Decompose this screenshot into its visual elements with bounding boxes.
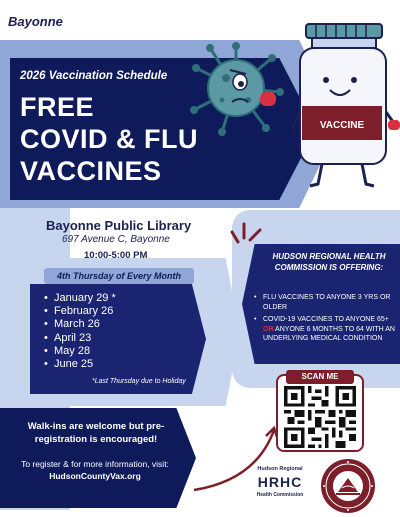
- list-item: • March 26: [44, 318, 116, 331]
- hudson-offer-list: [254, 293, 396, 347]
- offer-text: ANYONE 6 MONTHS TO 64 WITH AN UNDERLYING MEDICAL CONDITION: [263, 325, 395, 343]
- list-item: • June 25: [44, 358, 116, 371]
- list-item: [254, 315, 396, 344]
- register-link[interactable]: HudsonCountyVax.org: [49, 471, 141, 481]
- hrhc-logo-top: Hudson Regional: [257, 466, 303, 472]
- library-name: Bayonne Public Library: [46, 218, 192, 233]
- offer-or: OR: [263, 325, 274, 333]
- register-prefix: To register & for more information, visit:: [21, 459, 169, 469]
- list-item: • FLU VACCINES TO ANYONE 3 YRS OR OLDER: [254, 293, 396, 312]
- list-item: • February 26: [44, 305, 116, 318]
- qr-code-icon[interactable]: [284, 386, 356, 448]
- hudson-title: HUDSON REGIONAL HEALTH COMMISSION IS OFFERING:: [272, 252, 386, 272]
- list-item: • January 29 *: [44, 292, 116, 305]
- list-item: • April 23: [44, 332, 116, 345]
- walkin-message: Walk-ins are welcome but pre-registration is encouraged!: [27, 421, 165, 445]
- virus-icon: [186, 40, 286, 136]
- hero-line-1: FREE: [20, 92, 95, 122]
- dates-list: [44, 292, 116, 371]
- hrhc-logo-bottom: Health Commission: [256, 492, 304, 498]
- hero-line-3: VACCINES: [20, 156, 162, 186]
- offer-text: COVID-19 VACCINES TO ANYONE 65+: [263, 316, 389, 324]
- list-item: • May 28: [44, 345, 116, 358]
- library-hours: 10:00-5:00 PM: [84, 250, 148, 261]
- vaccine-vial-icon: [292, 22, 400, 190]
- holiday-note: *Last Thursday due to Holiday: [92, 378, 186, 385]
- emphasis-marks-icon: [230, 218, 270, 248]
- hero-line-2: COVID & FLU: [20, 124, 198, 154]
- vial-label: VACCINE: [319, 120, 365, 131]
- town-name: Bayonne: [8, 14, 63, 29]
- schedule-frequency: 4th Thursday of Every Month: [44, 268, 194, 284]
- schedule-title: 2026 Vaccination Schedule: [20, 70, 168, 82]
- library-address: 697 Avenue C, Bayonne: [62, 234, 170, 245]
- hrhc-logo: HRHC: [257, 474, 303, 490]
- city-seal-icon: [320, 458, 376, 514]
- scan-me-label: SCAN ME: [286, 370, 354, 384]
- register-message: [10, 458, 180, 482]
